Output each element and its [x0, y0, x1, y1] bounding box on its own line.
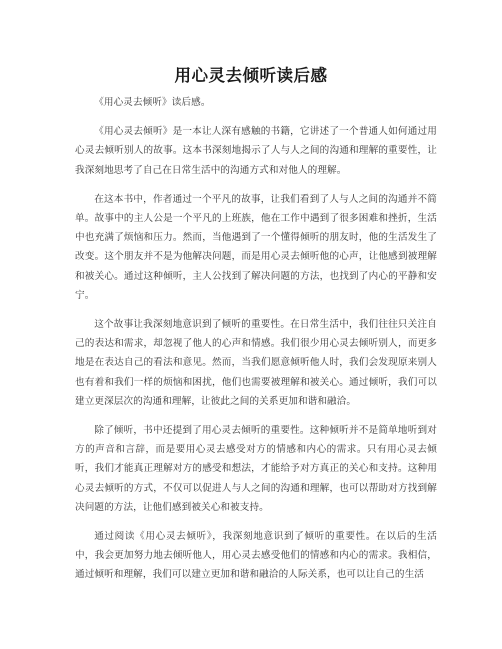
document-body [75, 93, 437, 595]
paragraph-story: 在这本书中，作者通过一个平凡的故事，让我们看到了人与人之间的沟通并不简单。故事中的主人公是一个平凡的上班族，他在工作中遇到了很多困难和挫折，生活中也充满了烦恼和压力。然而，当他遇到了一个懂得倾听的朋友时，他的生活发生了改变。这个朋友并不是为他解决问题，而是用心灵去倾听他的心声，让他感到被理解和被关心。通过这种倾听，主人公找到了解决问题的方法，也找到了内心的平静和安宁。 [75, 193, 437, 301]
paragraph-intro: 《用心灵去倾听》读后感。 [94, 97, 211, 108]
paragraph-conclusion: 通过阅读《用心灵去倾听》，我深刻地意识到了倾听的重要性。在以后的生活中，我会更加努力地去倾听他人，用心灵去感受他们的情感和内心的需求。我相信，通过倾听和理解，我们可以建立更加和谐和融洽的人际关系，也可以让自己的生活 [75, 531, 437, 581]
paragraph-reflection: 这个故事让我深刻地意识到了倾听的重要性。在日常生活中，我们往往只关注自己的表达和需求，却忽视了他人的心声和情感。我们很少用心灵去倾听别人，而更多地是在表达自己的看法和意见。然而，当我们愿意倾听他人时，我们会发现原来别人也有着和我们一样的烦恼和困扰，他们也需要被理解和被关心。通过倾听，我们可以建立更深层次的沟通和理解，让彼此之间的关系更加和谐和融洽。 [75, 319, 437, 407]
paragraph-book-summary: 《用心灵去倾听》是一本让人深有感触的书籍，它讲述了一个普通人如何通过用心灵去倾听别人的故事。这本书深刻地揭示了人与人之间的沟通和理解的重要性，让我深刻地思考了自己在日常生活中的沟通方式和对他人的理解。 [75, 126, 437, 176]
document-title: 用心灵去倾听读后感 [174, 66, 328, 85]
paragraph-listening-with-heart: 除了倾听，书中还提到了用心灵去倾听的重要性。这种倾听并不是简单地听到对方的声音和言辞，而是要用心灵去感受对方的情感和内心的需求。只有用心灵去倾听，我们才能真正理解对方的感受和想法，才能给予对方真正的关心和支持。这种用心灵去倾听的方式，不仅可以促进人与人之间的沟通和理解，也可以帮助对方找到解决问题的方法，让他们感到被关心和被支持。 [75, 425, 437, 513]
